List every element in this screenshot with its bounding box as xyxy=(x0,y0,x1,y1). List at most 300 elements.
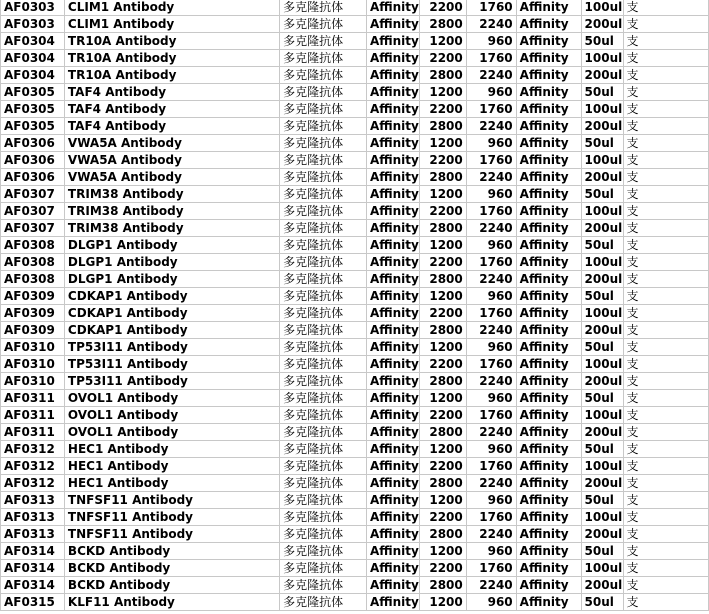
type-cell[interactable]: 多克隆抗体 xyxy=(280,169,367,186)
brand-cell[interactable]: Affinity xyxy=(366,203,419,220)
unit-cell[interactable]: 支 xyxy=(623,543,708,560)
type-cell[interactable]: 多克隆抗体 xyxy=(280,492,367,509)
discount-cell[interactable]: 2240 xyxy=(466,169,516,186)
size-cell[interactable]: 200ul xyxy=(581,16,623,33)
size-cell[interactable]: 50ul xyxy=(581,441,623,458)
price-cell[interactable]: 2200 xyxy=(419,101,466,118)
product-cell[interactable]: TP53I11 Antibody xyxy=(64,373,279,390)
brand2-cell[interactable]: Affinity xyxy=(516,101,581,118)
price-cell[interactable]: 2200 xyxy=(419,407,466,424)
discount-cell[interactable]: 2240 xyxy=(466,16,516,33)
price-cell[interactable]: 2200 xyxy=(419,305,466,322)
discount-cell[interactable]: 960 xyxy=(466,237,516,254)
discount-cell[interactable]: 960 xyxy=(466,84,516,101)
catalog-cell[interactable]: AF0314 xyxy=(1,577,65,594)
unit-cell[interactable]: 支 xyxy=(623,84,708,101)
size-cell[interactable]: 200ul xyxy=(581,67,623,84)
discount-cell[interactable]: 2240 xyxy=(466,271,516,288)
price-cell[interactable]: 2800 xyxy=(419,577,466,594)
catalog-cell[interactable]: AF0304 xyxy=(1,50,65,67)
discount-cell[interactable]: 960 xyxy=(466,33,516,50)
size-cell[interactable]: 50ul xyxy=(581,288,623,305)
brand-cell[interactable]: Affinity xyxy=(366,390,419,407)
type-cell[interactable]: 多克隆抗体 xyxy=(280,339,367,356)
unit-cell[interactable]: 支 xyxy=(623,152,708,169)
price-cell[interactable]: 2200 xyxy=(419,560,466,577)
product-cell[interactable]: CDKAP1 Antibody xyxy=(64,288,279,305)
brand2-cell[interactable]: Affinity xyxy=(516,441,581,458)
catalog-cell[interactable]: AF0313 xyxy=(1,492,65,509)
unit-cell[interactable]: 支 xyxy=(623,509,708,526)
size-cell[interactable]: 200ul xyxy=(581,475,623,492)
brand2-cell[interactable]: Affinity xyxy=(516,322,581,339)
price-cell[interactable]: 2800 xyxy=(419,67,466,84)
unit-cell[interactable]: 支 xyxy=(623,16,708,33)
brand2-cell[interactable]: Affinity xyxy=(516,152,581,169)
discount-cell[interactable]: 1760 xyxy=(466,356,516,373)
brand2-cell[interactable]: Affinity xyxy=(516,237,581,254)
size-cell[interactable]: 200ul xyxy=(581,118,623,135)
unit-cell[interactable]: 支 xyxy=(623,560,708,577)
price-cell[interactable]: 2800 xyxy=(419,526,466,543)
size-cell[interactable]: 100ul xyxy=(581,407,623,424)
brand2-cell[interactable]: Affinity xyxy=(516,186,581,203)
product-cell[interactable]: TAF4 Antibody xyxy=(64,101,279,118)
product-cell[interactable]: VWA5A Antibody xyxy=(64,152,279,169)
size-cell[interactable]: 200ul xyxy=(581,271,623,288)
catalog-cell[interactable]: AF0303 xyxy=(1,0,65,16)
brand2-cell[interactable]: Affinity xyxy=(516,475,581,492)
type-cell[interactable]: 多克隆抗体 xyxy=(280,101,367,118)
type-cell[interactable]: 多克隆抗体 xyxy=(280,390,367,407)
type-cell[interactable]: 多克隆抗体 xyxy=(280,356,367,373)
brand-cell[interactable]: Affinity xyxy=(366,407,419,424)
brand2-cell[interactable]: Affinity xyxy=(516,84,581,101)
brand-cell[interactable]: Affinity xyxy=(366,441,419,458)
discount-cell[interactable]: 960 xyxy=(466,186,516,203)
price-cell[interactable]: 2200 xyxy=(419,254,466,271)
catalog-cell[interactable]: AF0315 xyxy=(1,594,65,611)
unit-cell[interactable]: 支 xyxy=(623,220,708,237)
type-cell[interactable]: 多克隆抗体 xyxy=(280,0,367,16)
size-cell[interactable]: 50ul xyxy=(581,84,623,101)
unit-cell[interactable]: 支 xyxy=(623,186,708,203)
type-cell[interactable]: 多克隆抗体 xyxy=(280,288,367,305)
price-cell[interactable]: 2200 xyxy=(419,50,466,67)
catalog-cell[interactable]: AF0306 xyxy=(1,135,65,152)
unit-cell[interactable]: 支 xyxy=(623,305,708,322)
discount-cell[interactable]: 2240 xyxy=(466,526,516,543)
type-cell[interactable]: 多克隆抗体 xyxy=(280,152,367,169)
brand2-cell[interactable]: Affinity xyxy=(516,288,581,305)
product-cell[interactable]: HEC1 Antibody xyxy=(64,458,279,475)
type-cell[interactable]: 多克隆抗体 xyxy=(280,526,367,543)
discount-cell[interactable]: 2240 xyxy=(466,118,516,135)
discount-cell[interactable]: 960 xyxy=(466,288,516,305)
catalog-cell[interactable]: AF0312 xyxy=(1,458,65,475)
brand-cell[interactable]: Affinity xyxy=(366,288,419,305)
type-cell[interactable]: 多克隆抗体 xyxy=(280,220,367,237)
price-cell[interactable]: 2200 xyxy=(419,152,466,169)
brand-cell[interactable]: Affinity xyxy=(366,305,419,322)
product-cell[interactable]: CLIM1 Antibody xyxy=(64,0,279,16)
discount-cell[interactable]: 1760 xyxy=(466,407,516,424)
discount-cell[interactable]: 960 xyxy=(466,492,516,509)
size-cell[interactable]: 50ul xyxy=(581,339,623,356)
discount-cell[interactable]: 1760 xyxy=(466,458,516,475)
brand2-cell[interactable]: Affinity xyxy=(516,407,581,424)
brand2-cell[interactable]: Affinity xyxy=(516,271,581,288)
catalog-cell[interactable]: AF0306 xyxy=(1,169,65,186)
product-cell[interactable]: TAF4 Antibody xyxy=(64,118,279,135)
type-cell[interactable]: 多克隆抗体 xyxy=(280,67,367,84)
discount-cell[interactable]: 960 xyxy=(466,390,516,407)
product-cell[interactable]: HEC1 Antibody xyxy=(64,475,279,492)
type-cell[interactable]: 多克隆抗体 xyxy=(280,237,367,254)
brand-cell[interactable]: Affinity xyxy=(366,526,419,543)
unit-cell[interactable]: 支 xyxy=(623,288,708,305)
brand-cell[interactable]: Affinity xyxy=(366,543,419,560)
brand-cell[interactable]: Affinity xyxy=(366,271,419,288)
type-cell[interactable]: 多克隆抗体 xyxy=(280,271,367,288)
size-cell[interactable]: 100ul xyxy=(581,0,623,16)
catalog-cell[interactable]: AF0308 xyxy=(1,271,65,288)
price-cell[interactable]: 1200 xyxy=(419,543,466,560)
brand-cell[interactable]: Affinity xyxy=(366,237,419,254)
type-cell[interactable]: 多克隆抗体 xyxy=(280,407,367,424)
size-cell[interactable]: 100ul xyxy=(581,509,623,526)
price-cell[interactable]: 1200 xyxy=(419,288,466,305)
price-cell[interactable]: 1200 xyxy=(419,594,466,611)
size-cell[interactable]: 50ul xyxy=(581,594,623,611)
catalog-cell[interactable]: AF0308 xyxy=(1,254,65,271)
price-cell[interactable]: 2200 xyxy=(419,458,466,475)
size-cell[interactable]: 100ul xyxy=(581,50,623,67)
brand-cell[interactable]: Affinity xyxy=(366,84,419,101)
catalog-cell[interactable]: AF0310 xyxy=(1,373,65,390)
catalog-cell[interactable]: AF0306 xyxy=(1,152,65,169)
type-cell[interactable]: 多克隆抗体 xyxy=(280,475,367,492)
catalog-cell[interactable]: AF0307 xyxy=(1,220,65,237)
brand-cell[interactable]: Affinity xyxy=(366,577,419,594)
type-cell[interactable]: 多克隆抗体 xyxy=(280,203,367,220)
unit-cell[interactable]: 支 xyxy=(623,101,708,118)
unit-cell[interactable]: 支 xyxy=(623,458,708,475)
discount-cell[interactable]: 2240 xyxy=(466,424,516,441)
discount-cell[interactable]: 2240 xyxy=(466,220,516,237)
price-cell[interactable]: 2200 xyxy=(419,509,466,526)
price-cell[interactable]: 1200 xyxy=(419,33,466,50)
type-cell[interactable]: 多克隆抗体 xyxy=(280,373,367,390)
price-cell[interactable]: 2800 xyxy=(419,220,466,237)
brand2-cell[interactable]: Affinity xyxy=(516,203,581,220)
type-cell[interactable]: 多克隆抗体 xyxy=(280,254,367,271)
price-cell[interactable]: 1200 xyxy=(419,390,466,407)
type-cell[interactable]: 多克隆抗体 xyxy=(280,33,367,50)
price-cell[interactable]: 2800 xyxy=(419,424,466,441)
size-cell[interactable]: 50ul xyxy=(581,237,623,254)
catalog-cell[interactable]: AF0307 xyxy=(1,203,65,220)
brand-cell[interactable]: Affinity xyxy=(366,33,419,50)
unit-cell[interactable]: 支 xyxy=(623,526,708,543)
catalog-cell[interactable]: AF0309 xyxy=(1,305,65,322)
brand-cell[interactable]: Affinity xyxy=(366,169,419,186)
discount-cell[interactable]: 1760 xyxy=(466,509,516,526)
unit-cell[interactable]: 支 xyxy=(623,373,708,390)
brand-cell[interactable]: Affinity xyxy=(366,152,419,169)
product-cell[interactable]: DLGP1 Antibody xyxy=(64,271,279,288)
catalog-cell[interactable]: AF0311 xyxy=(1,407,65,424)
product-cell[interactable]: TAF4 Antibody xyxy=(64,84,279,101)
brand2-cell[interactable]: Affinity xyxy=(516,254,581,271)
size-cell[interactable]: 100ul xyxy=(581,305,623,322)
catalog-cell[interactable]: AF0313 xyxy=(1,509,65,526)
type-cell[interactable]: 多克隆抗体 xyxy=(280,84,367,101)
price-cell[interactable]: 2800 xyxy=(419,118,466,135)
discount-cell[interactable]: 960 xyxy=(466,339,516,356)
size-cell[interactable]: 100ul xyxy=(581,203,623,220)
unit-cell[interactable]: 支 xyxy=(623,254,708,271)
size-cell[interactable]: 100ul xyxy=(581,152,623,169)
product-cell[interactable]: KLF11 Antibody xyxy=(64,594,279,611)
size-cell[interactable]: 100ul xyxy=(581,458,623,475)
type-cell[interactable]: 多克隆抗体 xyxy=(280,509,367,526)
discount-cell[interactable]: 2240 xyxy=(466,475,516,492)
catalog-cell[interactable]: AF0309 xyxy=(1,288,65,305)
brand2-cell[interactable]: Affinity xyxy=(516,424,581,441)
size-cell[interactable]: 200ul xyxy=(581,322,623,339)
catalog-cell[interactable]: AF0312 xyxy=(1,475,65,492)
discount-cell[interactable]: 1760 xyxy=(466,254,516,271)
discount-cell[interactable]: 960 xyxy=(466,441,516,458)
price-cell[interactable]: 2800 xyxy=(419,322,466,339)
price-cell[interactable]: 2800 xyxy=(419,475,466,492)
product-cell[interactable]: TRIM38 Antibody xyxy=(64,186,279,203)
product-cell[interactable]: HEC1 Antibody xyxy=(64,441,279,458)
unit-cell[interactable]: 支 xyxy=(623,0,708,16)
unit-cell[interactable]: 支 xyxy=(623,322,708,339)
price-cell[interactable]: 1200 xyxy=(419,84,466,101)
brand2-cell[interactable]: Affinity xyxy=(516,492,581,509)
catalog-cell[interactable]: AF0310 xyxy=(1,339,65,356)
brand-cell[interactable]: Affinity xyxy=(366,322,419,339)
price-cell[interactable]: 2200 xyxy=(419,0,466,16)
size-cell[interactable]: 100ul xyxy=(581,101,623,118)
size-cell[interactable]: 200ul xyxy=(581,373,623,390)
brand2-cell[interactable]: Affinity xyxy=(516,509,581,526)
size-cell[interactable]: 50ul xyxy=(581,492,623,509)
catalog-cell[interactable]: AF0303 xyxy=(1,16,65,33)
brand-cell[interactable]: Affinity xyxy=(366,509,419,526)
product-cell[interactable]: TRIM38 Antibody xyxy=(64,220,279,237)
size-cell[interactable]: 200ul xyxy=(581,424,623,441)
price-cell[interactable]: 1200 xyxy=(419,186,466,203)
unit-cell[interactable]: 支 xyxy=(623,441,708,458)
product-cell[interactable]: DLGP1 Antibody xyxy=(64,254,279,271)
product-cell[interactable]: TR10A Antibody xyxy=(64,50,279,67)
unit-cell[interactable]: 支 xyxy=(623,594,708,611)
discount-cell[interactable]: 1760 xyxy=(466,50,516,67)
price-cell[interactable]: 1200 xyxy=(419,339,466,356)
brand2-cell[interactable]: Affinity xyxy=(516,67,581,84)
brand-cell[interactable]: Affinity xyxy=(366,135,419,152)
discount-cell[interactable]: 1760 xyxy=(466,152,516,169)
product-cell[interactable]: BCKD Antibody xyxy=(64,560,279,577)
catalog-cell[interactable]: AF0314 xyxy=(1,560,65,577)
unit-cell[interactable]: 支 xyxy=(623,271,708,288)
unit-cell[interactable]: 支 xyxy=(623,407,708,424)
brand2-cell[interactable]: Affinity xyxy=(516,356,581,373)
discount-cell[interactable]: 2240 xyxy=(466,577,516,594)
type-cell[interactable]: 多克隆抗体 xyxy=(280,135,367,152)
brand-cell[interactable]: Affinity xyxy=(366,50,419,67)
size-cell[interactable]: 50ul xyxy=(581,33,623,50)
brand2-cell[interactable]: Affinity xyxy=(516,16,581,33)
brand2-cell[interactable]: Affinity xyxy=(516,373,581,390)
size-cell[interactable]: 200ul xyxy=(581,220,623,237)
brand-cell[interactable]: Affinity xyxy=(366,254,419,271)
type-cell[interactable]: 多克隆抗体 xyxy=(280,186,367,203)
catalog-cell[interactable]: AF0305 xyxy=(1,118,65,135)
catalog-cell[interactable]: AF0305 xyxy=(1,84,65,101)
discount-cell[interactable]: 1760 xyxy=(466,305,516,322)
brand-cell[interactable]: Affinity xyxy=(366,67,419,84)
brand-cell[interactable]: Affinity xyxy=(366,16,419,33)
brand-cell[interactable]: Affinity xyxy=(366,101,419,118)
unit-cell[interactable]: 支 xyxy=(623,492,708,509)
unit-cell[interactable]: 支 xyxy=(623,475,708,492)
size-cell[interactable]: 50ul xyxy=(581,186,623,203)
product-cell[interactable]: CDKAP1 Antibody xyxy=(64,305,279,322)
brand-cell[interactable]: Affinity xyxy=(366,0,419,16)
product-cell[interactable]: DLGP1 Antibody xyxy=(64,237,279,254)
price-cell[interactable]: 2200 xyxy=(419,356,466,373)
brand2-cell[interactable]: Affinity xyxy=(516,118,581,135)
discount-cell[interactable]: 1760 xyxy=(466,101,516,118)
discount-cell[interactable]: 1760 xyxy=(466,0,516,16)
discount-cell[interactable]: 2240 xyxy=(466,322,516,339)
brand2-cell[interactable]: Affinity xyxy=(516,594,581,611)
catalog-cell[interactable]: AF0307 xyxy=(1,186,65,203)
product-cell[interactable]: CDKAP1 Antibody xyxy=(64,322,279,339)
catalog-cell[interactable]: AF0313 xyxy=(1,526,65,543)
type-cell[interactable]: 多克隆抗体 xyxy=(280,305,367,322)
type-cell[interactable]: 多克隆抗体 xyxy=(280,118,367,135)
product-cell[interactable]: TNFSF11 Antibody xyxy=(64,492,279,509)
unit-cell[interactable]: 支 xyxy=(623,577,708,594)
unit-cell[interactable]: 支 xyxy=(623,424,708,441)
price-cell[interactable]: 1200 xyxy=(419,237,466,254)
catalog-cell[interactable]: AF0304 xyxy=(1,67,65,84)
discount-cell[interactable]: 960 xyxy=(466,135,516,152)
unit-cell[interactable]: 支 xyxy=(623,50,708,67)
brand-cell[interactable]: Affinity xyxy=(366,118,419,135)
type-cell[interactable]: 多克隆抗体 xyxy=(280,594,367,611)
unit-cell[interactable]: 支 xyxy=(623,135,708,152)
discount-cell[interactable]: 960 xyxy=(466,543,516,560)
price-cell[interactable]: 1200 xyxy=(419,135,466,152)
type-cell[interactable]: 多克隆抗体 xyxy=(280,322,367,339)
price-cell[interactable]: 2800 xyxy=(419,16,466,33)
brand2-cell[interactable]: Affinity xyxy=(516,390,581,407)
brand-cell[interactable]: Affinity xyxy=(366,356,419,373)
price-cell[interactable]: 2800 xyxy=(419,169,466,186)
product-cell[interactable]: VWA5A Antibody xyxy=(64,135,279,152)
unit-cell[interactable]: 支 xyxy=(623,67,708,84)
type-cell[interactable]: 多克隆抗体 xyxy=(280,543,367,560)
discount-cell[interactable]: 1760 xyxy=(466,560,516,577)
brand-cell[interactable]: Affinity xyxy=(366,424,419,441)
size-cell[interactable]: 200ul xyxy=(581,526,623,543)
brand2-cell[interactable]: Affinity xyxy=(516,220,581,237)
unit-cell[interactable]: 支 xyxy=(623,390,708,407)
brand2-cell[interactable]: Affinity xyxy=(516,560,581,577)
product-cell[interactable]: TP53I11 Antibody xyxy=(64,356,279,373)
product-cell[interactable]: TNFSF11 Antibody xyxy=(64,526,279,543)
price-cell[interactable]: 2800 xyxy=(419,271,466,288)
type-cell[interactable]: 多克隆抗体 xyxy=(280,577,367,594)
product-cell[interactable]: TNFSF11 Antibody xyxy=(64,509,279,526)
product-cell[interactable]: OVOL1 Antibody xyxy=(64,407,279,424)
size-cell[interactable]: 100ul xyxy=(581,560,623,577)
size-cell[interactable]: 50ul xyxy=(581,390,623,407)
type-cell[interactable]: 多克隆抗体 xyxy=(280,441,367,458)
brand-cell[interactable]: Affinity xyxy=(366,339,419,356)
product-cell[interactable]: BCKD Antibody xyxy=(64,543,279,560)
unit-cell[interactable]: 支 xyxy=(623,339,708,356)
price-cell[interactable]: 2800 xyxy=(419,373,466,390)
unit-cell[interactable]: 支 xyxy=(623,33,708,50)
brand2-cell[interactable]: Affinity xyxy=(516,339,581,356)
product-cell[interactable]: OVOL1 Antibody xyxy=(64,390,279,407)
brand-cell[interactable]: Affinity xyxy=(366,220,419,237)
brand2-cell[interactable]: Affinity xyxy=(516,543,581,560)
brand2-cell[interactable]: Affinity xyxy=(516,135,581,152)
price-cell[interactable]: 1200 xyxy=(419,492,466,509)
type-cell[interactable]: 多克隆抗体 xyxy=(280,50,367,67)
catalog-cell[interactable]: AF0304 xyxy=(1,33,65,50)
unit-cell[interactable]: 支 xyxy=(623,203,708,220)
brand2-cell[interactable]: Affinity xyxy=(516,50,581,67)
brand2-cell[interactable]: Affinity xyxy=(516,458,581,475)
brand2-cell[interactable]: Affinity xyxy=(516,33,581,50)
product-cell[interactable]: TR10A Antibody xyxy=(64,33,279,50)
size-cell[interactable]: 200ul xyxy=(581,577,623,594)
unit-cell[interactable]: 支 xyxy=(623,169,708,186)
product-cell[interactable]: VWA5A Antibody xyxy=(64,169,279,186)
type-cell[interactable]: 多克隆抗体 xyxy=(280,560,367,577)
catalog-cell[interactable]: AF0308 xyxy=(1,237,65,254)
unit-cell[interactable]: 支 xyxy=(623,118,708,135)
type-cell[interactable]: 多克隆抗体 xyxy=(280,16,367,33)
catalog-cell[interactable]: AF0312 xyxy=(1,441,65,458)
price-cell[interactable]: 2200 xyxy=(419,203,466,220)
discount-cell[interactable]: 960 xyxy=(466,594,516,611)
brand-cell[interactable]: Affinity xyxy=(366,475,419,492)
catalog-cell[interactable]: AF0314 xyxy=(1,543,65,560)
brand-cell[interactable]: Affinity xyxy=(366,560,419,577)
size-cell[interactable]: 100ul xyxy=(581,356,623,373)
catalog-cell[interactable]: AF0305 xyxy=(1,101,65,118)
discount-cell[interactable]: 1760 xyxy=(466,203,516,220)
product-cell[interactable]: TRIM38 Antibody xyxy=(64,203,279,220)
brand-cell[interactable]: Affinity xyxy=(366,458,419,475)
catalog-cell[interactable]: AF0311 xyxy=(1,390,65,407)
product-cell[interactable]: TR10A Antibody xyxy=(64,67,279,84)
catalog-cell[interactable]: AF0309 xyxy=(1,322,65,339)
size-cell[interactable]: 200ul xyxy=(581,169,623,186)
type-cell[interactable]: 多克隆抗体 xyxy=(280,424,367,441)
